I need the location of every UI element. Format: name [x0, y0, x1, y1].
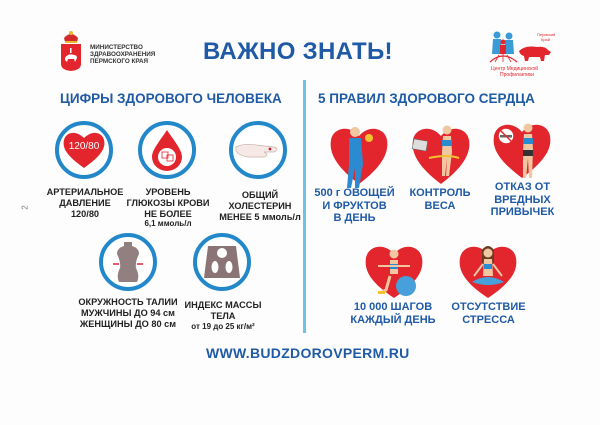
label-line: УРОВЕНЬ: [145, 187, 191, 197]
svg-text:120/80: 120/80: [68, 141, 100, 152]
label-line: МУЖЧИНЫ ДО 94 см: [81, 307, 175, 318]
label-line: ТЕЛА: [210, 310, 236, 321]
label-cholesterol: [215, 190, 305, 222]
label-line: В ДЕНЬ: [333, 212, 376, 224]
label-line: ВРЕДНЫХ: [494, 193, 551, 206]
cholesterol-circle: [229, 121, 287, 179]
ministry-line: МИНИСТЕРСТВО: [90, 44, 143, 51]
heart-fruit-icon: [327, 118, 391, 193]
page-number: 2: [20, 205, 30, 210]
family-bear-icon: [487, 28, 557, 78]
label-line: 6,1 ммоль/л: [144, 219, 192, 229]
blood-drop-sugar-icon: [149, 128, 185, 172]
scale-icon: [202, 242, 242, 282]
perm-coat-of-arms-icon: [60, 30, 82, 72]
label-waist: [78, 297, 178, 329]
label-line: 10 000 ШАГОВ: [353, 301, 433, 313]
label-line: И ФРУКТОВ: [322, 199, 387, 212]
section-title-healthy-numbers: ЦИФРЫ ЗДОРОВОГО ЧЕЛОВЕКА: [60, 91, 282, 106]
label-line: МЕНЕЕ 5 ммоль/л: [219, 211, 301, 222]
svg-text:Профилактики: Профилактики: [500, 72, 535, 78]
label-line: НЕ БОЛЕЕ: [144, 208, 192, 219]
label-line: ВЕСА: [424, 199, 456, 212]
label-line: ОКРУЖНОСТЬ ТАЛИИ: [78, 297, 178, 307]
ministry-line: ПЕРМСКОГО КРАЯ: [90, 58, 149, 66]
label-line: 120/80: [70, 208, 100, 219]
website-link[interactable]: WWW.BUDZDOROVPERM.RU: [206, 345, 410, 361]
label-line: СТРЕССА: [462, 313, 515, 326]
svg-text:Край: Край: [541, 37, 551, 42]
label-line: ГЛЮКОЗЫ КРОВИ: [126, 197, 210, 208]
label-weight: [400, 187, 480, 212]
mannequin-waist-icon: [113, 240, 143, 284]
bmi-circle: [193, 233, 251, 291]
medical-prevention-center-logo: [487, 28, 557, 78]
label-bmi: [177, 300, 269, 332]
label-line: ИНДЕКС МАССЫ: [184, 300, 262, 310]
label-line: ДАВЛЕНИЕ: [59, 197, 111, 208]
label-blood-pressure: [45, 187, 125, 219]
heart-pressure-icon: [62, 130, 106, 170]
hand-blood-drop-icon: [234, 135, 282, 165]
glucose-circle: [138, 121, 196, 179]
ministry-name: [90, 44, 155, 66]
label-line: ХОЛЕСТЕРИН: [228, 200, 292, 211]
svg-text:Центр Медицинской: Центр Медицинской: [491, 66, 539, 72]
label-glucose: [123, 187, 213, 230]
label-line: ОТКАЗ ОТ: [494, 181, 551, 193]
label-line: ОБЩИЙ: [241, 190, 279, 200]
label-line: от 19 до 25 кг/м²: [191, 321, 255, 331]
svg-text:Пермский: Пермский: [537, 32, 556, 37]
label-steps: [343, 301, 443, 326]
waist-circle: [99, 233, 157, 291]
label-fruits: [312, 187, 397, 225]
page-title: ВАЖНО ЗНАТЬ!: [203, 38, 393, 65]
label-line: АРТЕРИАЛЬНОЕ: [46, 187, 124, 197]
label-line: ОТСУТСТВИЕ: [451, 301, 526, 313]
label-stress: [446, 301, 531, 326]
label-line: КОНТРОЛЬ: [409, 187, 471, 199]
heart-weight-control-icon: [409, 118, 473, 193]
blood-pressure-circle: [55, 121, 113, 179]
label-line: 500 г ОВОЩЕЙ: [314, 187, 395, 199]
section-title-heart-rules: 5 ПРАВИЛ ЗДОРОВОГО СЕРДЦА: [318, 91, 535, 106]
ministry-line: ЗДРАВООХРАНЕНИЯ: [90, 51, 156, 59]
label-line: ПРИВЫЧЕК: [490, 206, 555, 218]
label-line: КАЖДЫЙ ДЕНЬ: [350, 313, 436, 326]
label-line: ЖЕНЩИНЫ ДО 80 см: [79, 318, 177, 329]
label-bad-habits: [480, 181, 565, 219]
